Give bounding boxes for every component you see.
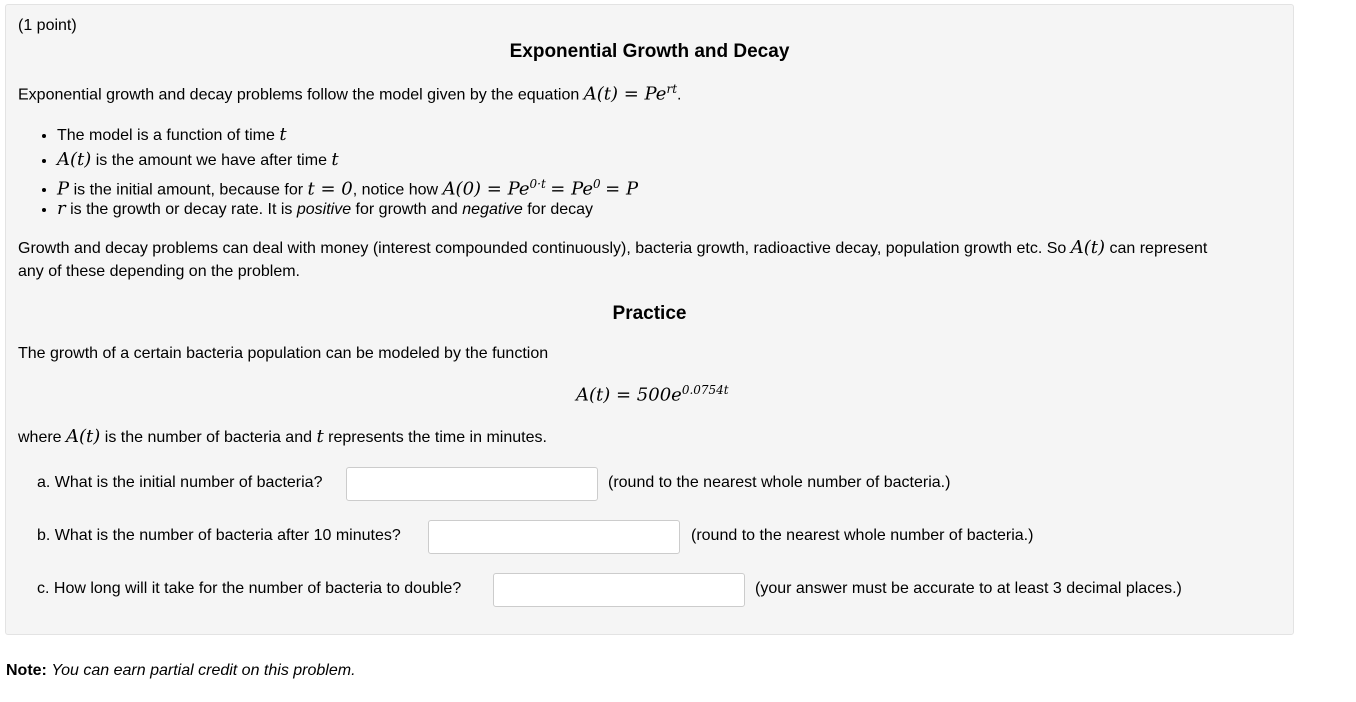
bullet-text: , notice how: [352, 181, 439, 199]
context-paragraph-line1: [18, 237, 1207, 258]
model-exponent: rt: [666, 82, 678, 96]
question-c-hint: (your answer must be accurate to at least 3 decimal places.): [755, 580, 1182, 597]
math-variable: t: [331, 148, 339, 170]
where-sentence: [18, 426, 547, 447]
practice-intro: The growth of a certain bacteria population can be modeled by the function: [18, 345, 549, 362]
question-a-hint: (round to the nearest whole number of bacteria.): [608, 474, 951, 491]
bullet-text: for decay: [527, 200, 594, 218]
problem-container: [5, 4, 1294, 635]
emphasis-text: negative: [462, 200, 523, 218]
definition-list: [31, 123, 638, 221]
intro-paragraph: Exponential growth and decay problems follow the model given by the equation $A(t) = Pe^{rt}$.: [18, 82, 682, 105]
context-paragraph-line2: any of these depending on the problem.: [18, 263, 300, 280]
sentence-text: where: [18, 429, 62, 446]
sentence-text: is the number of bacteria and: [104, 429, 312, 446]
bullet-text: is the growth or decay rate. It is: [70, 200, 293, 218]
paragraph-text: Growth and decay problems can deal with money (interest compounded continuously), bacteria growth, radioactive decay, population growth etc. So: [18, 240, 1067, 257]
note-label: Note:: [6, 662, 47, 679]
math-exponent: 0.0754t: [681, 383, 729, 397]
math-expression: A(t): [66, 426, 101, 447]
answer-b-input[interactable]: [428, 520, 680, 554]
note-text: You can earn partial credit on this problem.: [51, 662, 356, 679]
math-variable: r: [57, 197, 66, 219]
question-b-label: b. What is the number of bacteria after 10 minutes?: [37, 527, 401, 544]
math-expression: A(0) = Pe: [442, 178, 530, 200]
bullet-text: The model is a function of time: [57, 127, 275, 144]
math-variable: A(t): [57, 148, 92, 170]
question-a-label: a. What is the initial number of bacteria?: [37, 474, 323, 491]
list-item: [57, 172, 639, 200]
model-equation: A(t) = Pe: [583, 83, 667, 105]
math-variable: t: [279, 124, 287, 145]
question-b-hint: (round to the nearest whole number of bacteria.): [691, 527, 1034, 544]
math-expression: A(t) = 500e: [576, 384, 682, 406]
math-exponent: 0·t: [529, 177, 546, 191]
math-variable: t: [316, 426, 324, 447]
list-item: [57, 148, 638, 173]
sentence-text: represents the time in minutes.: [328, 429, 547, 446]
points-label: (1 point): [18, 17, 77, 34]
math-variable: P: [57, 178, 70, 200]
problem-title: Exponential Growth and Decay: [509, 41, 790, 62]
bullet-text: is the initial amount, because for: [73, 181, 304, 199]
list-item: [57, 123, 638, 148]
answer-c-input[interactable]: [493, 573, 745, 607]
emphasis-text: positive: [296, 200, 352, 218]
paragraph-text: can represent: [1109, 240, 1208, 257]
math-expression: = P: [605, 178, 639, 200]
math-expression: A(t): [1070, 237, 1106, 258]
question-c-label: c. How long will it take for the number of bacteria to double?: [37, 580, 462, 597]
math-exponent: 0: [593, 177, 601, 191]
answer-a-input[interactable]: [346, 467, 598, 501]
function-display: [576, 383, 729, 405]
list-item: [57, 197, 638, 222]
math-expression: = Pe: [550, 178, 594, 200]
partial-credit-note: [6, 662, 356, 680]
bullet-text: for growth and: [355, 200, 458, 218]
intro-text: Exponential growth and decay problems follow the model given by the equation: [18, 86, 580, 104]
practice-heading: Practice: [612, 303, 687, 324]
math-expression: t = 0: [307, 178, 353, 200]
bullet-text: is the amount we have after time: [95, 151, 327, 169]
